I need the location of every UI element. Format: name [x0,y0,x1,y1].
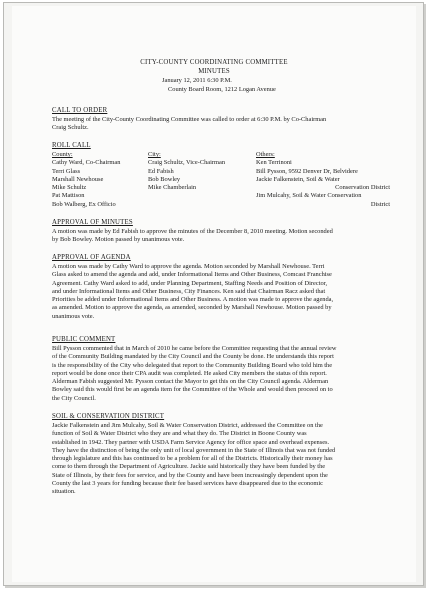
text-line: County the last 3 years for funding because their fee based services have disappeared due to the economic [52,480,323,488]
attendee: Bob Walberg, Ex Officio [52,200,116,208]
text-line: is the responsibility of the City who delegated that report to the Community Building Board who told him the [52,361,333,369]
text-line: Craig Schultz. [52,124,89,132]
scanned-page-frame [3,2,424,586]
meeting-venue: County Board Room, 1212 Logan Avenue [168,86,276,93]
document-subtitle: MINUTES [198,68,230,75]
attendee-continued: District [370,200,390,208]
soil-conservation-heading: SOIL & CONSERVATION DISTRICT [52,413,165,420]
text-line: A motion was made by Ed Fabish to approve the minutes of the December 8, 2010 meeting. Motion seconded [52,228,333,235]
text-line: of the Community Building mandated by the City Council and the County be done. He understands this report [52,353,334,361]
text-line: The meeting of the City-County Coordinating Committee was called to order at 6:30 P.M. by Co-Chairman [52,116,327,123]
roll-call-county [52,151,120,209]
attendee: Ken Terrinoni [256,159,292,167]
attendee: Terri Glass [52,167,81,175]
text-line: by Bob Bowley. Motion passed by unanimous vote. [52,236,185,244]
attendee: Marshall Newhouse [52,175,104,183]
approval-agenda-heading: APPROVAL OF AGENDA [52,254,131,261]
approval-agenda-text [52,263,402,321]
text-line: Agreement. Cathy Ward asked to add, under Planning Department, Staffing Needs and Position of Director, [52,279,328,287]
text-line: They have the distinction of being the only unit of local government in the State of Illinois that was not funded [52,446,336,454]
text-line: through legislature and this has continued to be a problem for all of the Districts. Historically their money has [52,455,333,463]
public-comment-text [52,345,402,403]
attendee: Ed Fabish [148,167,174,175]
attendee: Bill Pysson, 9592 Denver Dr, Belvidere [256,167,358,175]
attendee: Pat Mattison [52,192,85,200]
meeting-datetime: January 12, 2011 6:30 P.M. [162,77,232,84]
text-line: State of Illinois, by their fees for service, and by the County and have been increasingly dependent upon the [52,471,328,479]
approval-minutes-heading: APPROVAL OF MINUTES [52,219,133,226]
approval-minutes-text [52,228,402,245]
text-line: the City Council. [52,394,96,402]
text-line: as amended. Motion to approve the agenda, as amended, seconded by Marshall Newhouse. Motion passed by [52,304,332,312]
text-line: function of Soil & Water District who they are and what they do. The District in Boone County was [52,430,307,438]
others-label: Others: [256,151,275,158]
text-line: A motion was made by Cathy Ward to approve the agenda. Motion seconded by Marshall Newhouse. Terri [52,263,325,270]
call-to-order-text [52,116,402,133]
attendee: Mike Schultz [52,184,87,192]
text-line: Jackie Falkenstein and Jim Mulcahy, Soil & Water Conservation District, addressed the Committee on the [52,422,323,429]
call-to-order-heading: CALL TO ORDER [52,107,108,114]
document-title: CITY-COUNTY COORDINATING COMMITTEE [140,59,288,66]
text-line: established in 1942. They partner with USDA Farm Service Agency for office space and overhead expenses. [52,438,330,446]
text-line: come to them through the Department of Agriculture. Jackie said historically they have been funded by the [52,463,326,471]
attendee-continued: Conservation District [335,184,390,192]
roll-call-heading: ROLL CALL [52,142,91,149]
county-label: County: [52,151,73,158]
soil-conservation-text [52,422,402,497]
text-line: Priorities be added under Informational Items and Other Business. A motion was made to approve the agenda, [52,296,334,304]
text-line: situation. [52,488,76,496]
public-comment-heading: PUBLIC COMMENT [52,336,116,343]
text-line: Glass asked to amend the agenda and add, under Informational Items and Other Business, Comcast Franchise [52,271,332,279]
text-line: and under Informational Items and Other Business, City Finances. Ken said that Chairman Racz asked that [52,287,326,295]
attendee: Jackie Falkenstein, Soil & Water [256,175,340,183]
attendee: Jim Mulcahy, Soil & Water Conservation [256,192,362,200]
text-line: unanimous vote. [52,312,95,320]
minutes-document [12,6,416,582]
attendee: Mike Chamberlain [148,184,197,192]
text-line: Bill Pysson commented that in March of 2010 he came before the Committee requesting that the annual review [52,345,337,352]
roll-call-others [256,151,390,209]
text-line: report would be done once their CPA audit was completed. He asked City members the status of this report. [52,369,327,377]
attendee: Bob Bowley [148,175,181,183]
attendee: Craig Schultz, Vice-Chairman [148,159,226,167]
attendee: Cathy Ward, Co-Chairman [52,159,121,167]
text-line: Alderman Fabish suggested Mr. Pysson contact the Mayor to get this on the City Council agenda. Alderman [52,378,329,386]
city-label: City: [148,151,161,158]
roll-call-city [148,151,225,192]
text-line: Bowley said this would first be an agenda item for the Committee of the Whole and would then proceed on to [52,386,333,394]
